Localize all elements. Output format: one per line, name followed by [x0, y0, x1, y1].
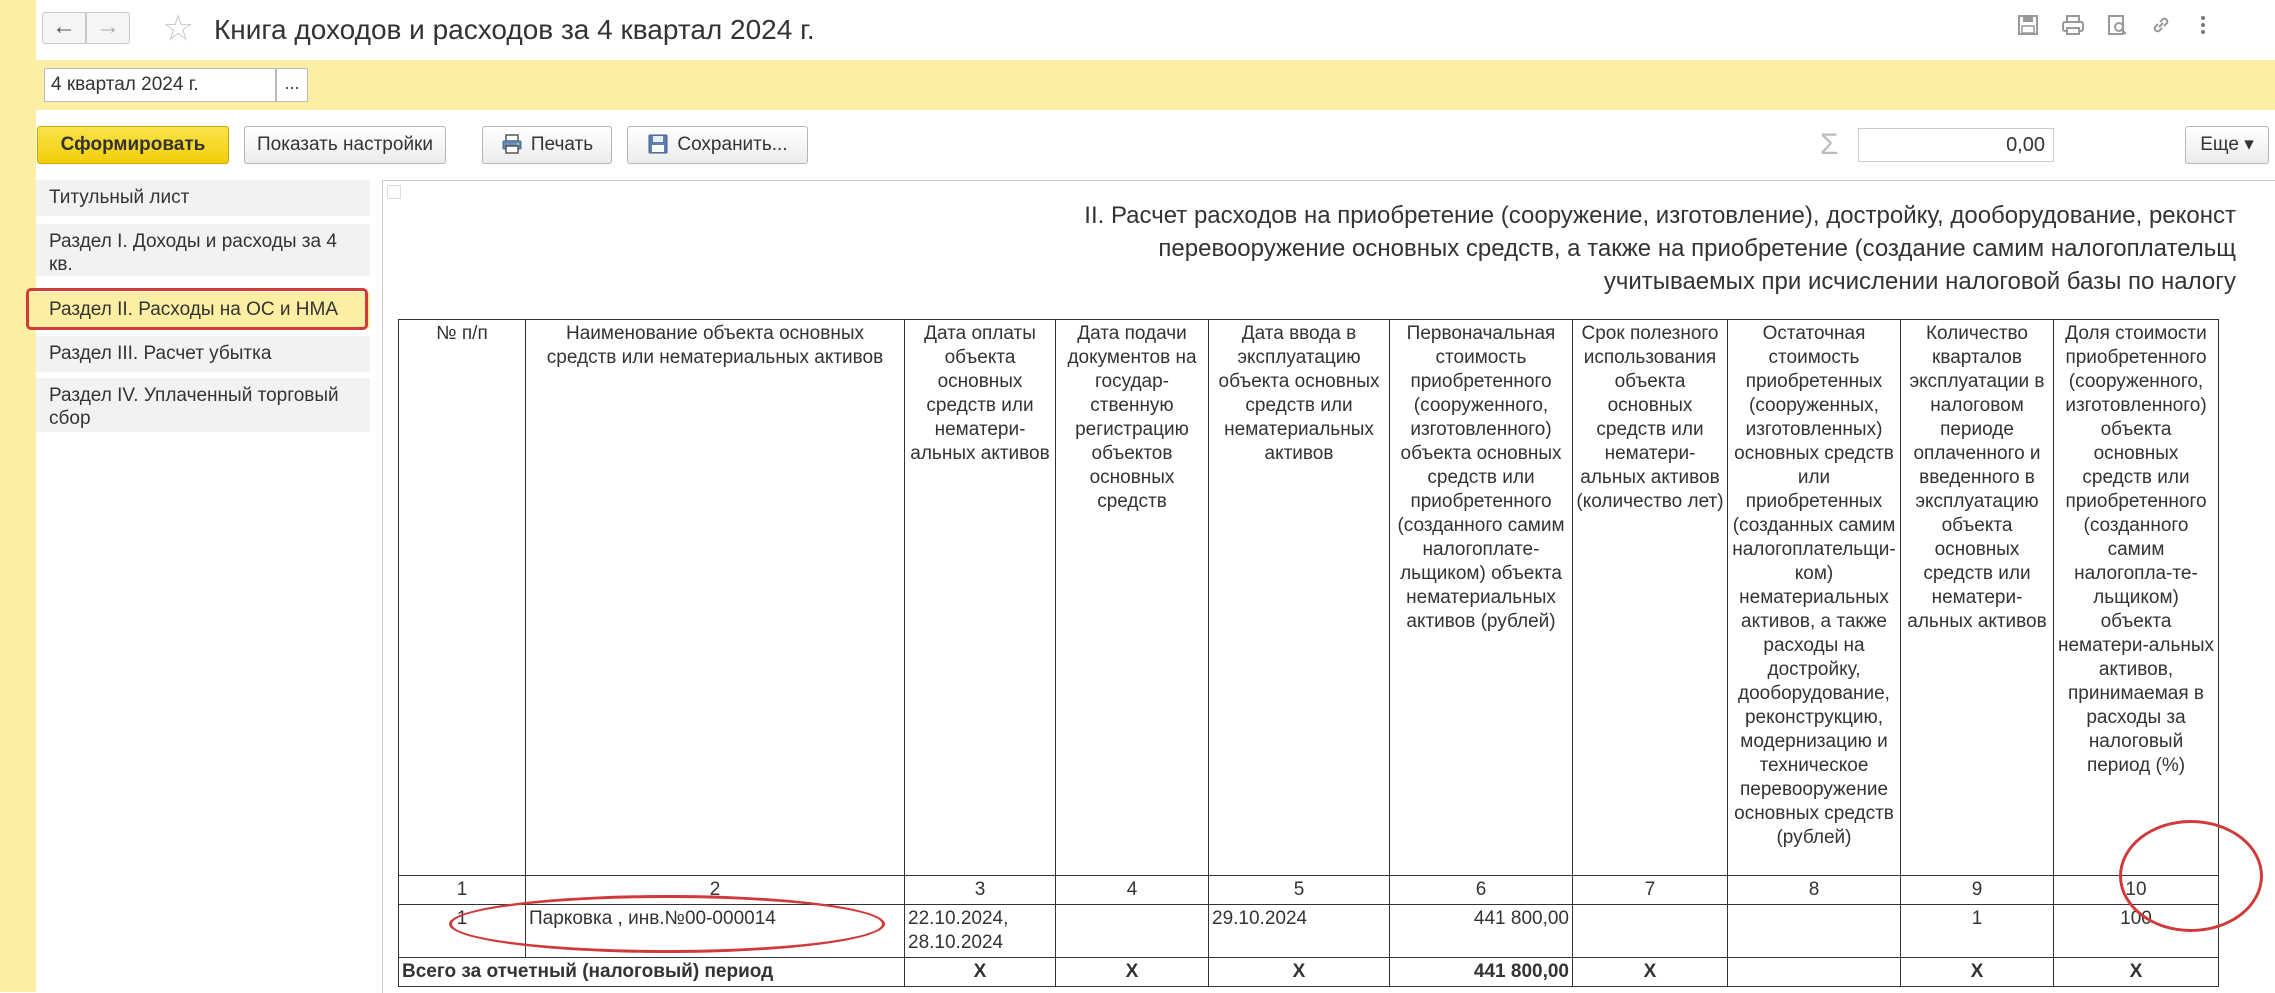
favorite-star-icon[interactable]: ☆	[162, 7, 195, 48]
total-cell: X	[905, 958, 1056, 987]
header-cell: Первоначальная стоимость приобретенного (сооруженного, изготовленного) объекта основных средств или приобретенного (созданного самим налогоплате-льщиком) объекта нематериальных активов (рублей)	[1390, 320, 1573, 876]
header-cell: Дата ввода в эксплуатацию объекта основных средств или нематериальных активов	[1209, 320, 1390, 876]
expense-share-cell[interactable]: 100	[2054, 905, 2219, 958]
total-cell: X	[1573, 958, 1728, 987]
total-cell: X	[2054, 958, 2219, 987]
arrow-left-icon: ←	[52, 13, 76, 40]
total-cell: X	[1056, 958, 1209, 987]
report-title-line-3: учитываемых при исчислении налоговой базы по налогу	[1603, 268, 2236, 295]
useful-life-cell[interactable]	[1573, 905, 1728, 958]
sum-field[interactable]: 0,00	[1858, 128, 2054, 162]
quarters-cell[interactable]: 1	[1901, 905, 2054, 958]
header-cell: Срок полезного использования объекта основных средств или нематери-альных активов (количество лет)	[1573, 320, 1728, 876]
total-cell: X	[1901, 958, 2054, 987]
residual-value-cell[interactable]	[1728, 905, 1901, 958]
table-header-row	[399, 320, 2219, 876]
header-cell: № п/п	[399, 320, 526, 876]
report-sheet	[383, 181, 2275, 993]
sidebar-item-section-2[interactable]: Раздел II. Расходы на ОС и НМА	[36, 292, 370, 328]
col-number: 4	[1056, 876, 1209, 905]
print-label: Печать	[530, 134, 594, 155]
save-icon[interactable]	[2014, 14, 2042, 42]
total-initial-cost: 441 800,00	[1390, 958, 1573, 987]
left-accent-strip	[0, 0, 36, 992]
header-cell: Дата оплаты объекта основных средств или нематери-альных активов	[905, 320, 1056, 876]
col-number: 8	[1728, 876, 1901, 905]
header-cell: Дата подачи документов на государ-ственную регистрацию объектов основных средств	[1056, 320, 1209, 876]
report-title-line-2: перевооружение основных средств, а также на приобретение (создание самим налогоплательщ	[1158, 235, 2236, 262]
asset-name-cell[interactable]: Парковка , инв.№00-000014	[526, 905, 905, 958]
preview-icon[interactable]	[2103, 14, 2131, 42]
show-settings-button[interactable]: Показать настройки	[244, 126, 446, 164]
period-select-button[interactable]: ...	[276, 68, 308, 102]
column-number-row	[399, 876, 2219, 905]
col-number: 7	[1573, 876, 1728, 905]
floppy-icon	[647, 132, 669, 154]
period-field[interactable]: 4 квартал 2024 г.	[44, 68, 276, 102]
total-cell: X	[1209, 958, 1390, 987]
forward-button[interactable]	[86, 12, 130, 44]
total-row	[399, 958, 2219, 987]
report-title-line-1: II. Расчет расходов на приобретение (сооружение, изготовление), достройку, дооборудование, реконст	[1084, 202, 2236, 229]
save-button[interactable]	[627, 126, 808, 164]
table-row[interactable]	[399, 905, 2219, 958]
col-number: 5	[1209, 876, 1390, 905]
total-cell	[1728, 958, 1901, 987]
sections-sidebar	[36, 180, 370, 992]
payment-date-cell[interactable]: 22.10.2024, 28.10.2024	[905, 905, 1056, 958]
report-document[interactable]	[382, 180, 2275, 993]
col-number: 1	[399, 876, 526, 905]
col-number: 6	[1390, 876, 1573, 905]
period-panel	[36, 60, 2275, 110]
save-label: Сохранить...	[677, 134, 788, 155]
arrow-right-icon: →	[96, 13, 120, 40]
registration-date-cell[interactable]	[1056, 905, 1209, 958]
more-button[interactable]: Еще ▾	[2185, 126, 2269, 164]
printer-icon	[501, 132, 523, 154]
report-title	[736, 199, 2236, 298]
print-icon[interactable]	[2059, 14, 2087, 42]
print-button[interactable]	[482, 126, 612, 164]
section-2-table	[398, 319, 2219, 987]
page-title: Книга доходов и расходов за 4 квартал 2024 г.	[214, 14, 815, 45]
row-number: 1	[399, 905, 526, 958]
sidebar-item-section-4[interactable]: Раздел IV. Уплаченный торговый сбор	[36, 378, 370, 432]
commissioning-date-cell[interactable]: 29.10.2024	[1209, 905, 1390, 958]
title-bar	[36, 0, 2275, 60]
col-number: 10	[2054, 876, 2219, 905]
total-label: Всего за отчетный (налоговый) период	[399, 958, 905, 987]
sidebar-item-title-page[interactable]: Титульный лист	[36, 180, 370, 216]
back-button[interactable]	[42, 12, 86, 44]
header-cell: Доля стоимости приобретенного (сооруженного, изготовленного) объекта основных средств или приобретенного (созданного самим налогопла-те-льщиком) объекта нематери-альных активов, принимаемая в расходы за налоговый период (%)	[2054, 320, 2219, 876]
sheet-corner	[387, 185, 401, 199]
header-cell: Остаточная стоимость приобретенных (сооруженных, изготовленных) основных средств или приобретенных (созданных самим налогоплательщи-ком) нематериальных активов, а также расходы на достройку, дооборудование, реконструкцию, модернизацию и техническое перевооружение основных средств (рублей)	[1728, 320, 1901, 876]
more-vertical-icon[interactable]	[2189, 14, 2217, 42]
sigma-icon: Σ	[1820, 128, 1839, 161]
header-cell: Количество кварталов эксплуатации в налоговом периоде оплаченного и введенного в эксплуатацию объекта основных средств или нематери-альных активов	[1901, 320, 2054, 876]
col-number: 3	[905, 876, 1056, 905]
main-area	[36, 0, 2275, 992]
form-button[interactable]: Сформировать	[37, 126, 229, 164]
col-number: 2	[526, 876, 905, 905]
initial-cost-cell[interactable]: 441 800,00	[1390, 905, 1573, 958]
sidebar-item-section-3[interactable]: Раздел III. Расчет убытка	[36, 336, 370, 372]
sidebar-item-section-1[interactable]: Раздел I. Доходы и расходы за 4 кв.	[36, 224, 370, 276]
link-icon[interactable]	[2147, 14, 2175, 42]
header-cell: Наименование объекта основных средств или нематериальных активов	[526, 320, 905, 876]
col-number: 9	[1901, 876, 2054, 905]
